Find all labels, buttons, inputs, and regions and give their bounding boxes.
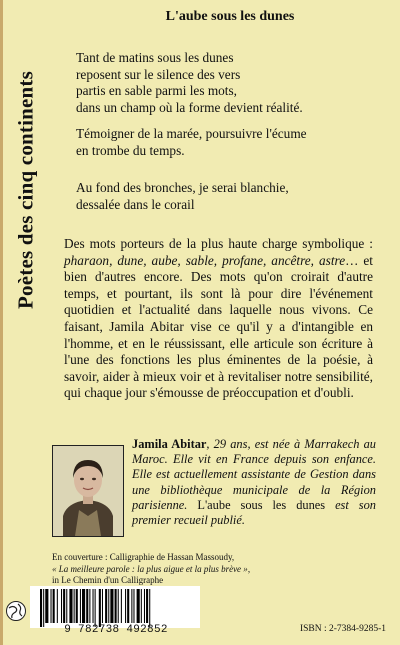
barcode-bar <box>45 589 48 623</box>
barcode-bar <box>51 589 52 623</box>
bio-book-title: L'aube sous les dunes <box>197 497 326 512</box>
cover-credits <box>52 552 382 587</box>
description-text-1: Des mots porteurs de la plus haute charge symbolique : <box>64 236 373 251</box>
barcode-bar <box>40 589 42 627</box>
barcode-bar <box>57 589 58 623</box>
poem-line: dans un champ où la forme devient réalité. <box>76 99 303 115</box>
barcode-bar <box>105 589 107 623</box>
credits-line-2 <box>52 564 382 576</box>
poem-stanza-3 <box>76 180 376 213</box>
barcode-bar <box>61 589 62 623</box>
poem-line: Tant de matins sous les dunes <box>76 50 234 65</box>
barcode-number: 9 782738 492852 <box>64 624 168 636</box>
barcode-bar <box>99 589 101 627</box>
barcode-bar <box>63 589 65 623</box>
description-keywords: pharaon, dune, aube, sable, profane, ancêtre, astre <box>64 252 346 268</box>
barcode-bar <box>95 589 96 627</box>
series-title <box>8 40 44 340</box>
poem-stanza-1 <box>76 50 376 116</box>
poem-line: Au fond des bronches, je serai blanchie, <box>76 180 289 195</box>
poem-stanza-2 <box>76 126 376 159</box>
barcode-bar <box>144 589 145 623</box>
barcode-bar <box>131 589 132 623</box>
barcode-bar <box>102 589 103 623</box>
barcode-bar <box>93 589 94 623</box>
barcode-bar <box>43 589 44 627</box>
series-title-text: Poètes des cinq continents <box>13 71 38 309</box>
barcode-bar <box>115 589 117 623</box>
barcode-bar <box>127 589 129 623</box>
description-text-2: … et bien d'autres encore. Des mots qu'on croirait d'autre temps, et pourtant, ils sont là pour dire l'événement quotidien et l'actualité dans laquelle nous vivons. Ce faisant, Jamila Abitar vise ce qu'il y a d'intangible en l'homme, et en le réussissant, elle articule son écriture à l'une des fonctions les plus éminentes de la poésie, à savoir, aider à mieux voir et à revitaliser notre sensibilité, qui chaque jour s'émousse de préoccupation et d'oubli. <box>64 252 373 401</box>
barcode-bar <box>125 589 126 623</box>
publisher-globe-icon <box>5 600 27 622</box>
book-description <box>64 236 373 402</box>
barcode-bar <box>118 589 119 623</box>
barcode-bar <box>76 589 78 623</box>
barcode-bar <box>82 589 85 623</box>
credits-line-3: in Le Chemin d'un Calligraphe <box>52 575 164 585</box>
credits-comma: , <box>247 563 251 574</box>
barcode-bar <box>146 589 148 623</box>
poem-line: Témoigner de la marée, poursuivre l'écume <box>76 126 307 141</box>
author-photo <box>52 445 124 537</box>
barcode-bar <box>121 589 122 623</box>
poem-line: partis en sable parmi les mots, <box>76 83 238 98</box>
barcode-bar <box>80 589 81 623</box>
barcode-bar <box>53 589 55 623</box>
barcode-bar <box>137 589 140 623</box>
barcode-bar <box>141 589 142 623</box>
barcode-bar <box>66 589 67 623</box>
barcode-bar <box>69 589 72 623</box>
poem-line: reposent sur le silence des vers <box>76 66 241 82</box>
book-title: L'aube sous les dunes <box>165 9 295 24</box>
poem-line: dessalée dans le corail <box>76 196 195 212</box>
credits-quote: « La meilleure parole : la plus aigue et la plus brève » <box>52 563 248 574</box>
barcode-bar <box>86 589 88 623</box>
left-border <box>0 0 3 645</box>
author-portrait-image <box>53 446 123 536</box>
author-bio-text-2: est son premier recueil publié. <box>132 497 376 528</box>
barcode-bar <box>133 589 134 623</box>
author-bio-text: , 29 ans, est née à Marrakech au Maroc. Elle vit en France depuis son enfance. Elle est actuellement assistante de Gestion dans une bibliothèque municipale de la Région parisienne. <box>132 437 377 512</box>
barcode-bar <box>110 589 113 623</box>
barcode-bar <box>89 589 90 623</box>
barcode-bar <box>149 589 150 627</box>
credits-line-1: En couverture : Calligraphie de Hassan Massoudy, <box>52 552 235 562</box>
barcode-bar <box>74 589 75 623</box>
poem-line: en trombe du temps. <box>76 142 185 158</box>
barcode <box>30 586 200 628</box>
isbn: ISBN : 2-7384-9285-1 <box>299 624 386 634</box>
barcode-bar <box>108 589 109 623</box>
author-name: Jamila Abitar <box>132 437 207 451</box>
author-bio <box>132 437 376 528</box>
